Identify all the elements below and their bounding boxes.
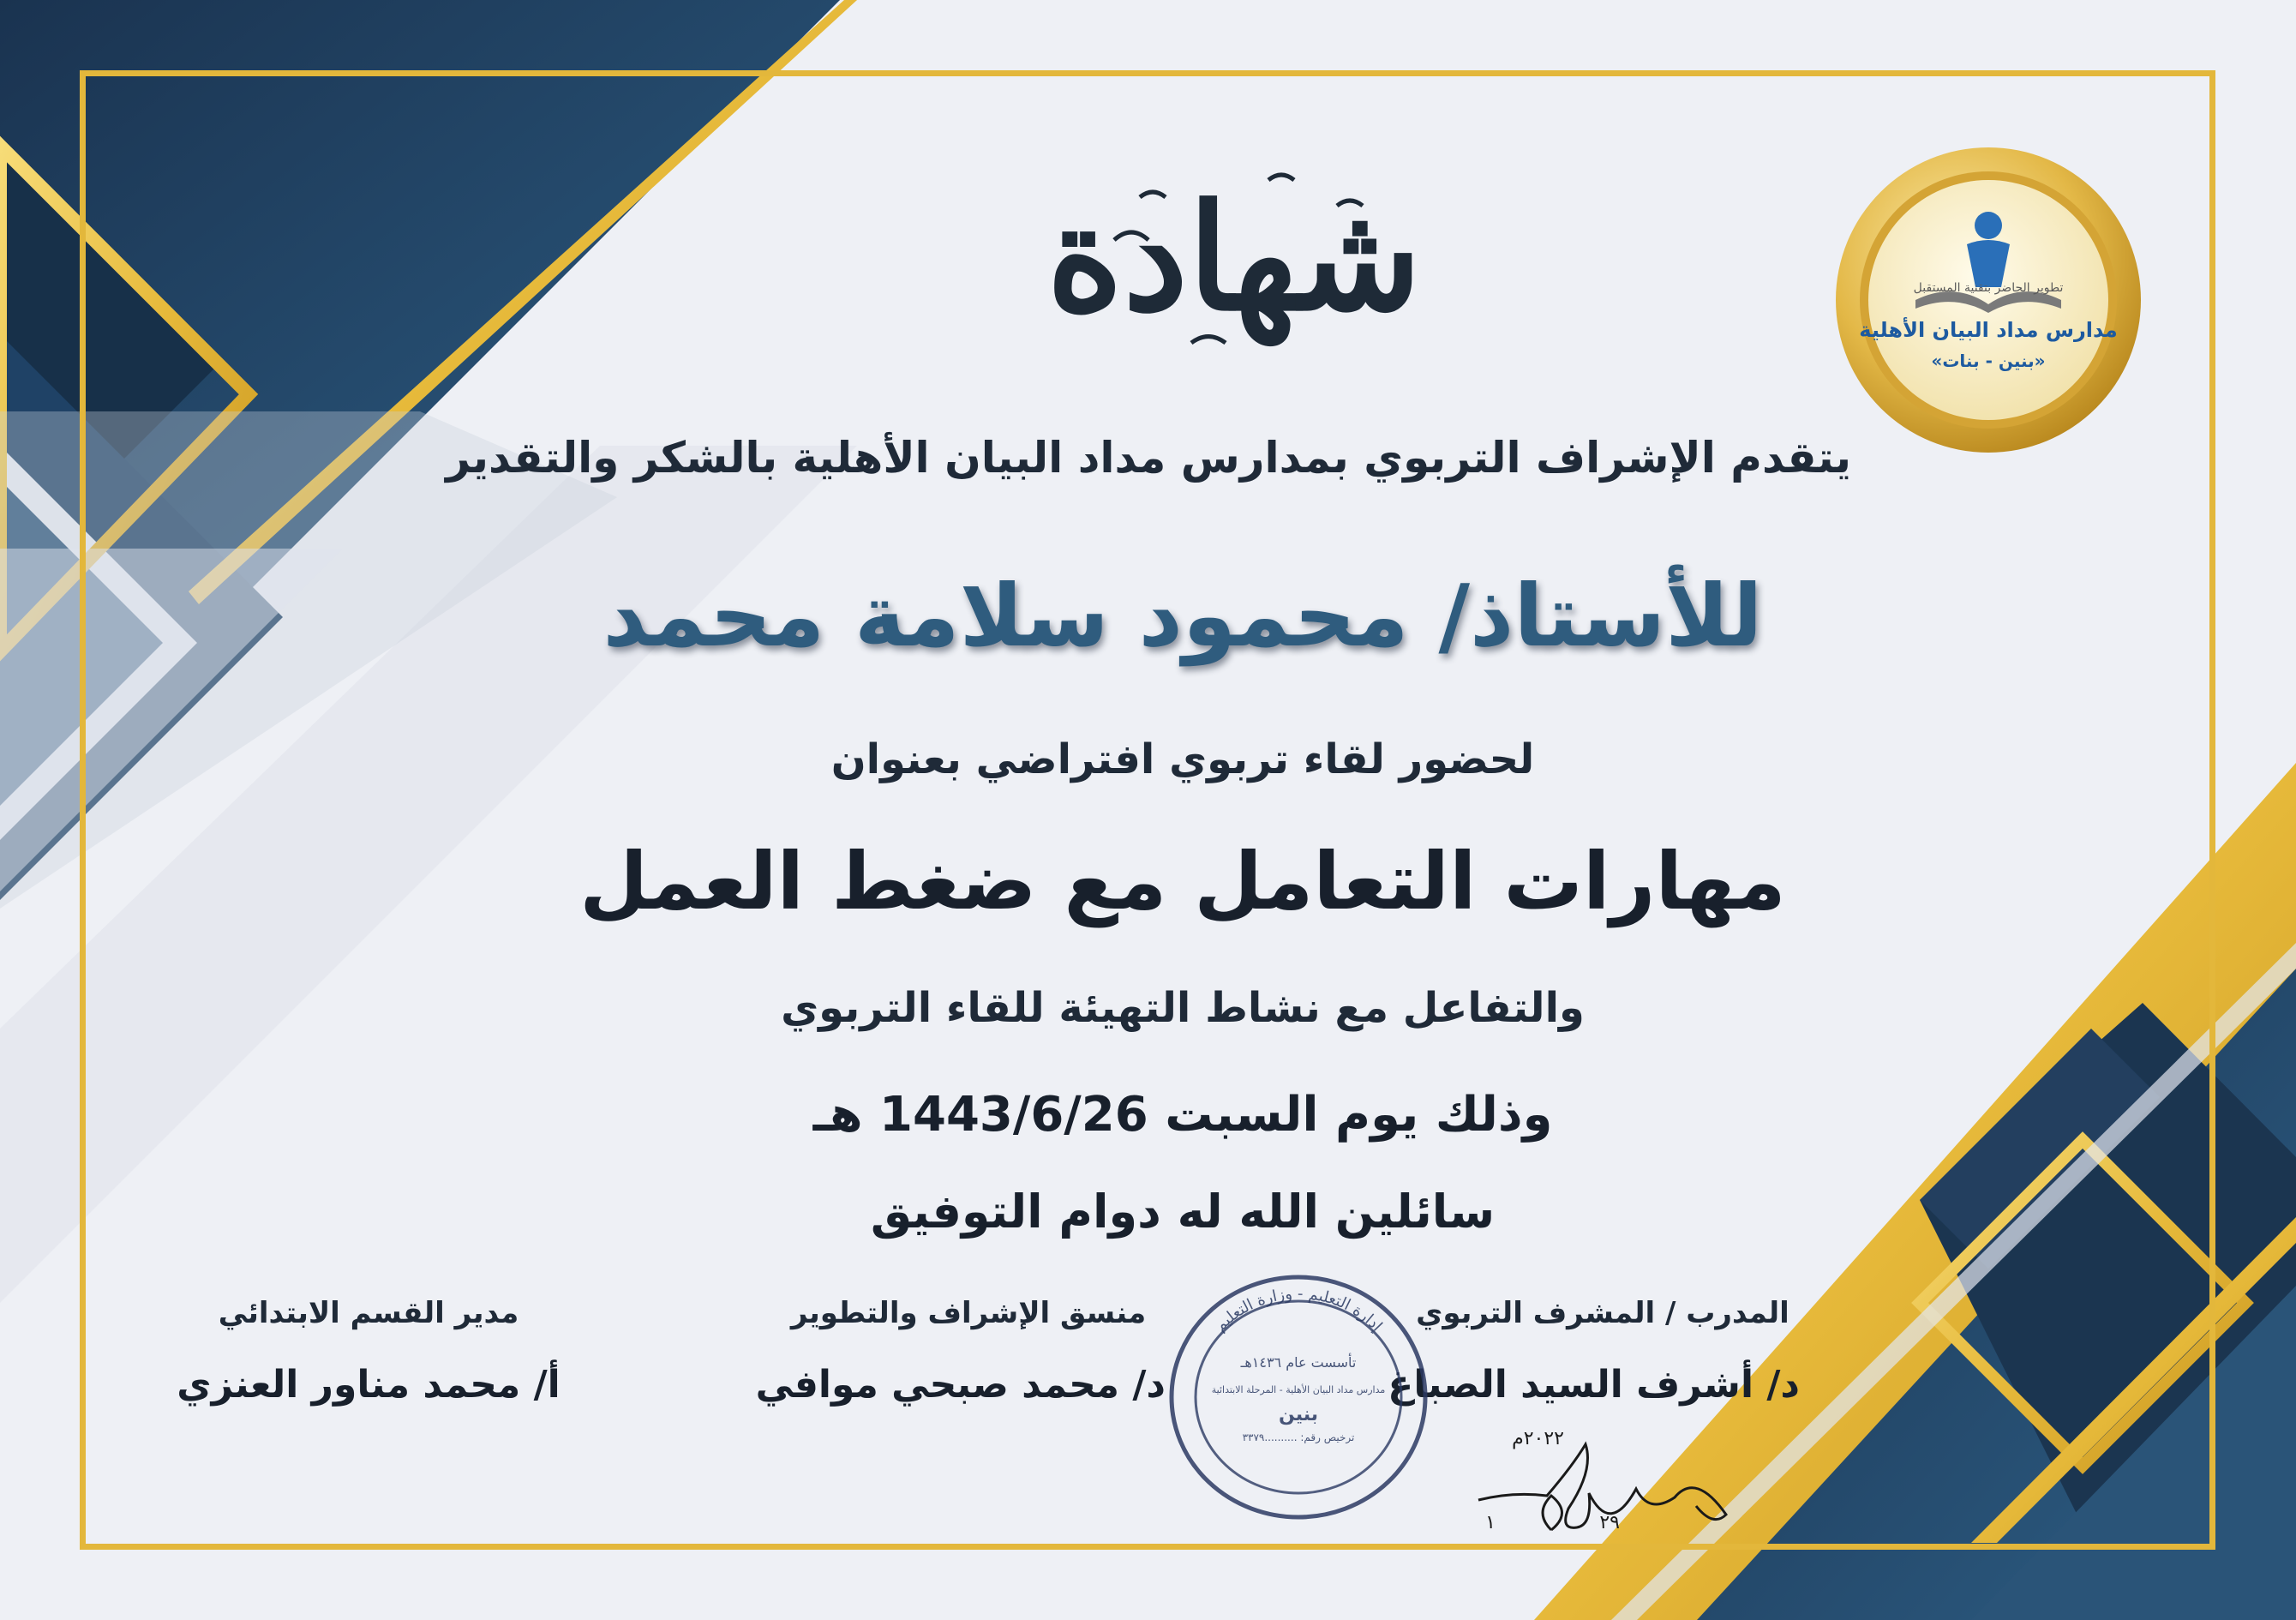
stamp-ring-text: إدارة التعليم - وزارة التعليم: [1211, 1284, 1386, 1335]
person-icon-head: [1975, 212, 2002, 239]
signature-month: ١: [1485, 1512, 1496, 1533]
signatory-coordinator-role: منسق الإشراف والتطوير: [790, 1296, 1147, 1330]
stamp-school: مدارس مداد البيان الأهلية - المرحلة الابتدائية: [1211, 1384, 1386, 1395]
signature-year: ٢٠٢٢م: [1512, 1428, 1564, 1449]
closing-line: سائلين الله له دوام التوفيق: [870, 1185, 1496, 1239]
seal-top-text: تطوير الحاضر بتقنية المستقبل: [1913, 281, 2064, 295]
interaction-line: والتفاعل مع نشاط التهيئة للقاء التربوي: [781, 984, 1585, 1032]
school-seal: [1813, 124, 2164, 476]
signatory-trainer-name: د/ أشرف السيد الصباغ: [1388, 1363, 1800, 1407]
signature-mark: [1470, 1419, 1753, 1547]
signatory-trainer-role: المدرب / المشرف التربوي: [1416, 1296, 1789, 1330]
date-line: وذلك يوم السبت 1443/6/26 هـ: [812, 1087, 1553, 1143]
stamp-gender: بنين: [1278, 1404, 1319, 1425]
event-title: مهارات التعامل مع ضغط العمل: [579, 836, 1786, 927]
signatory-principal-name: أ/ محمد مناور العنزي: [177, 1363, 561, 1407]
stamp-founded: تأسست عام ١٤٣٦هـ: [1240, 1354, 1357, 1371]
signatory-coordinator-name: د/ محمد صبحي موافي: [755, 1363, 1166, 1407]
intro-text: يتقدم الإشراف التربوي بمدارس مداد البيان الأهلية بالشكر والتقدير: [446, 433, 1851, 483]
stamp-license: ترخيص رقم: ..........٣٣٧٩: [1242, 1431, 1355, 1443]
signature-day: ٢٩: [1599, 1512, 1620, 1533]
recipient-name: للأستاذ/ محمود سلامة محمد: [602, 566, 1763, 666]
official-stamp: [1161, 1264, 1436, 1530]
attendance-line: لحضور لقاء تربوي افتراضي بعنوان: [830, 735, 1535, 783]
certificate-title-text: شهادة: [1046, 172, 1422, 344]
signatory-principal-role: مدير القسم الابتدائي: [218, 1296, 519, 1330]
seal-school-name: مدارس مداد البيان الأهلية: [1859, 318, 2118, 342]
certificate-title: [1011, 146, 1457, 369]
seal-subtitle: «بنين - بنات»: [1931, 351, 2046, 371]
